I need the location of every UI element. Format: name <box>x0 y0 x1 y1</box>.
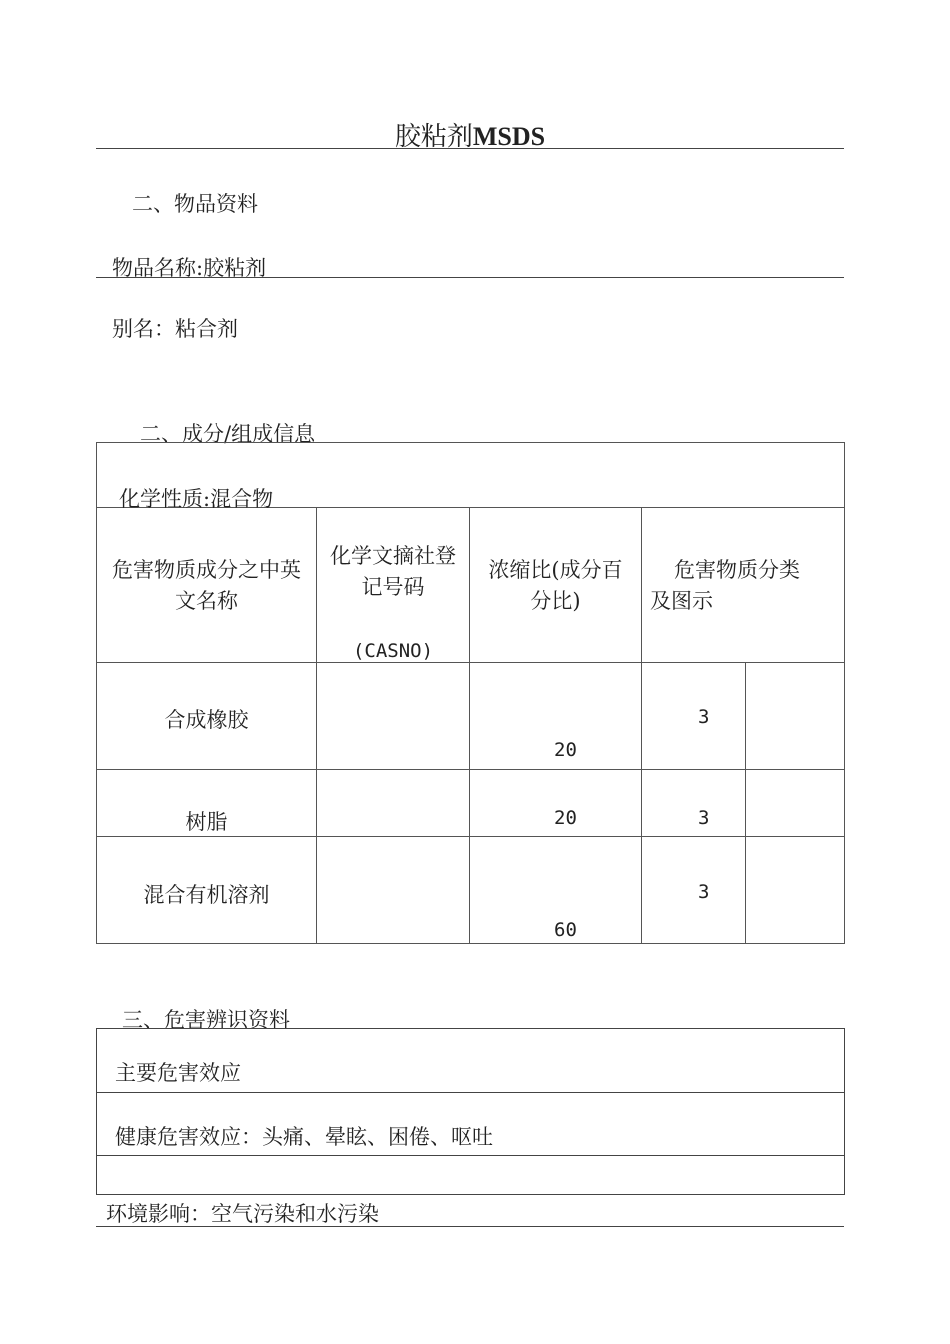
row2-name: 树脂 <box>185 810 228 834</box>
row2-cas-cell <box>317 770 470 837</box>
row2-name-cell <box>97 770 317 837</box>
row2-concentration: 20 <box>554 807 577 829</box>
row1-name-cell <box>97 663 317 770</box>
row2-pictogram-cell <box>746 770 845 837</box>
item-name-underline <box>96 277 844 278</box>
health-effects: 健康危害效应：头痛、晕眩、困倦、呕吐 <box>115 1125 493 1149</box>
table-row <box>97 443 845 508</box>
row3-cas-cell <box>317 837 470 944</box>
title-chinese: 胶粘剂 <box>394 122 473 152</box>
blank-box <box>96 1155 845 1195</box>
alias: 别名：粘合剂 <box>112 317 238 341</box>
row3-hazard-cell <box>642 837 746 944</box>
row1-conc-cell <box>470 663 642 770</box>
row3-name: 混合有机溶剂 <box>143 883 270 907</box>
composition-table <box>96 442 845 944</box>
header-hazard: 危害物质分类及图示 <box>650 558 800 613</box>
environment-underline <box>96 1226 844 1227</box>
row1-concentration: 20 <box>554 739 577 761</box>
chem-nature: 化学性质:混合物 <box>119 487 274 511</box>
header-concentration-cell <box>470 508 642 663</box>
row1-cas-cell <box>317 663 470 770</box>
chem-nature-cell <box>97 443 845 511</box>
table-row <box>97 663 845 770</box>
title-msds: MSDS <box>472 122 546 151</box>
row2-hazard-cell <box>642 770 746 837</box>
header-casno: (CASNO) <box>352 640 434 662</box>
header-cas: 化学文摘社登记号码 <box>330 544 456 599</box>
item-name: 物品名称:胶粘剂 <box>112 256 267 280</box>
row1-name: 合成橡胶 <box>164 708 249 732</box>
header-name-cell <box>97 508 317 663</box>
row3-concentration: 60 <box>554 919 577 941</box>
row1-pictogram-cell <box>746 663 845 770</box>
table-header-row <box>97 508 845 663</box>
row1-hazard-cell <box>642 663 746 770</box>
row3-name-cell <box>97 837 317 944</box>
row3-hazard: 3 <box>698 881 710 903</box>
health-effects-box <box>96 1092 845 1155</box>
section3-heading: 三、危害辨识资料 <box>122 1008 290 1032</box>
header-hazard-cell <box>642 508 845 663</box>
section2-heading: 二、成分/组成信息 <box>140 422 316 446</box>
table-row <box>97 770 845 837</box>
header-cas-cell <box>317 508 470 663</box>
section1-heading: 二、物品资料 <box>132 192 258 216</box>
header-concentration: 浓缩比(成分百分比) <box>488 558 623 613</box>
main-effects-box <box>96 1028 845 1092</box>
environment-impact: 环境影响：空气污染和水污染 <box>106 1202 379 1226</box>
header-name: 危害物质成分之中英文名称 <box>112 558 301 613</box>
row3-conc-cell <box>470 837 642 944</box>
table-row <box>97 837 845 944</box>
row2-conc-cell <box>470 770 642 837</box>
row2-hazard: 3 <box>698 807 710 829</box>
main-effects: 主要危害效应 <box>115 1061 241 1085</box>
row1-hazard: 3 <box>698 706 710 728</box>
row3-pictogram-cell <box>746 837 845 944</box>
title-underline <box>96 148 844 149</box>
